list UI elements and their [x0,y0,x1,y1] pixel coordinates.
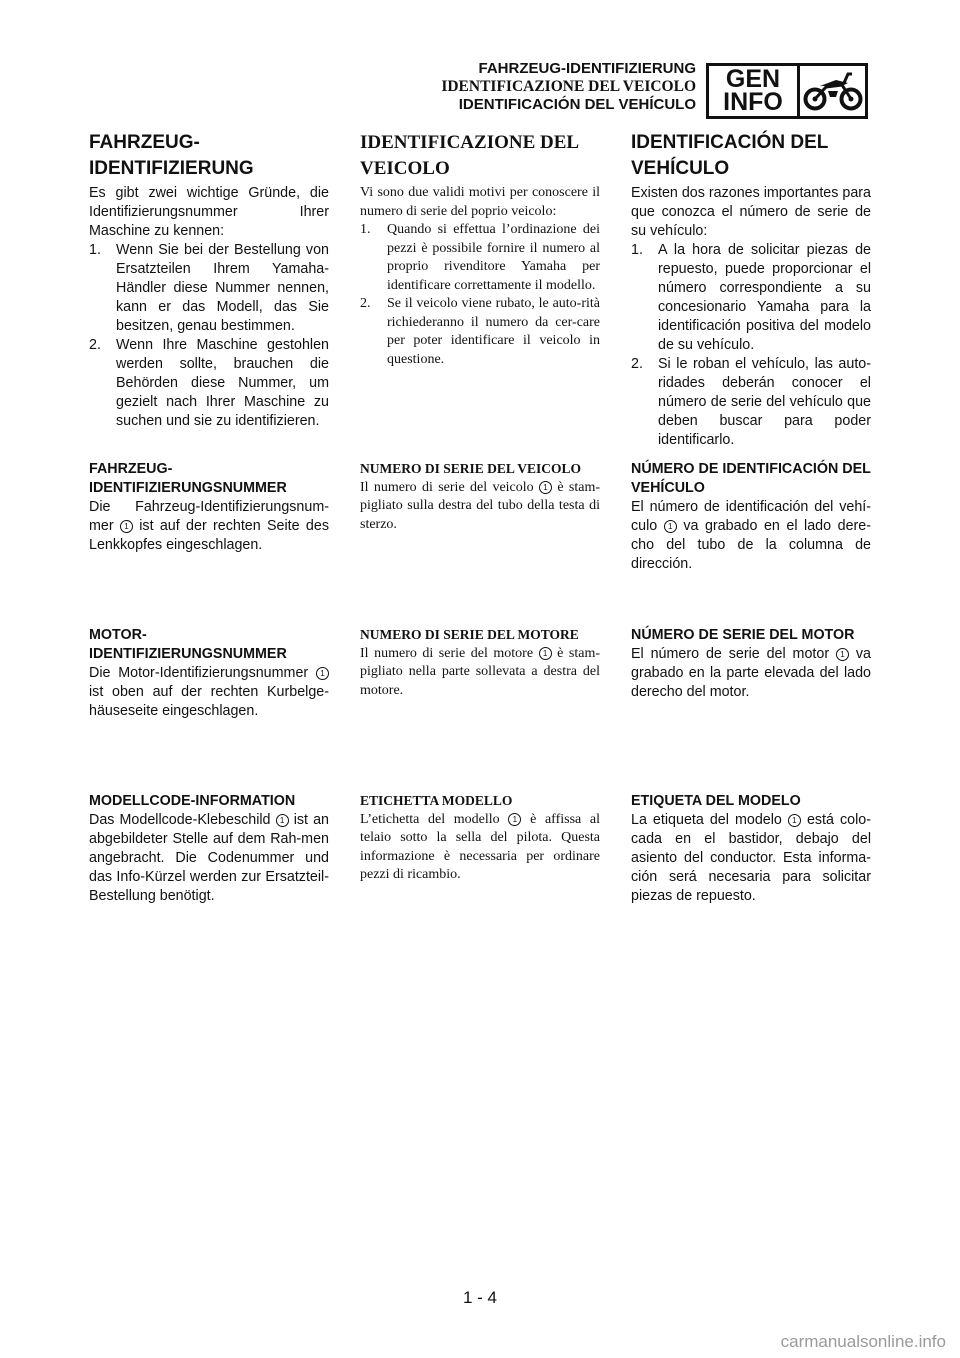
model-label-section-de [89,792,329,906]
section-title-it: IDENTIFICAZIONE DEL VEICOLO [360,132,579,179]
header-title-de: FAHRZEUG-IDENTIFIZIERUNG [478,60,696,77]
engine-id-section-es [631,626,871,702]
callout-1-icon: 1 [316,667,329,680]
vehicle-id-section-it [360,460,600,534]
reasons-list-de [89,241,329,431]
intro-de: Es gibt zwei wichtige Gründe, die Identifizierungsnummer Ihrer Maschine zu kennen: [89,185,329,239]
text-part: ist an abgebildeter Stelle auf dem Rah-men angebracht. Die Codenummer und das Info-Kürzel werden zur Ersatzteil-Bestellung benötigt. [89,812,329,904]
subsection-title: ETIQUETA DEL MODELO [631,793,801,809]
reasons-list-es [631,241,871,450]
column-italian [360,130,601,882]
callout-1-icon: 1 [276,814,289,827]
text-part: va grabado en la parte elevada del lado derecho del motor. [631,646,871,700]
list-item-number: 2. [631,356,643,372]
subsection-title: NUMERO DI SERIE DEL MOTORE [360,627,579,642]
text-part: está colo-cada en el bastidor, debajo del asiento del conductor. Esta informa-ción será necesaria para solicitar piezas de repuesto. [631,812,871,904]
text-part: è stam-pigliato nella parte sollevata a destra del motore. [360,645,601,698]
list-item-text: Wenn Sie bei der Bestellung von Ersatzteilen Ihrem Yamaha-Händler diese Nummer nennen, kann er das Modell, das Sie besitzen, genau bestimmen. [116,242,329,334]
subsection-title: NÚMERO DE IDENTIFICACIÓN DEL VEHÍCULO [631,461,871,496]
intro-it: Vi sono due validi motivi per conoscere il numero di serie del poprio veicolo: [360,185,600,219]
subsection-text [89,811,329,906]
model-label-section-es [631,792,871,906]
model-label-section-it [360,792,600,885]
subsection-text [360,811,600,885]
subsection-title: FAHRZEUG-IDENTIFIZIERUNGSNUMMER [89,461,287,496]
callout-1-icon: 1 [508,813,521,826]
list-item-text: A la hora de solicitar piezas de repuesto, puede proporcionar el número correspondiente a su concesionario Yamaha para la identificación positiva del modelo de su vehículo. [658,242,871,353]
badge-label-top: GEN [725,65,781,93]
callout-1-icon: 1 [836,648,849,661]
callout-1-icon: 1 [539,481,552,494]
callout-1-icon: 1 [664,520,677,533]
text-part: L’etichetta del modello [360,811,500,827]
header-titles [441,60,696,114]
header-title-it: IDENTIFICAZIONE DEL VEICOLO [441,78,696,95]
subsection-text [89,498,329,555]
subsection-title: ETICHETTA MODELLO [360,793,513,808]
subsection-title: NÚMERO DE SERIE DEL MOTOR [631,627,855,643]
list-item-number: 1. [89,242,101,258]
text-part: Il numero di serie del motore [360,645,534,661]
engine-id-section-it [360,626,600,700]
list-item [360,221,600,295]
list-item [631,241,871,355]
list-item [89,241,329,336]
list-item-text: Quando si effettua l’ordinazione dei pezzi è possibile fornire il numero al proprio rivenditore Yamaha per identificare correttamente il modello. [387,222,600,293]
subsection-text [89,664,329,721]
text-part: ist oben auf der rechten Kurbelge-häuseseite eingeschlagen. [89,684,329,719]
subsection-title: NUMERO DI SERIE DEL VEICOLO [360,461,582,476]
subsection-title: MOTOR-IDENTIFIZIERUNGSNUMMER [89,627,287,662]
text-part: El número de identificación del vehí-culo [631,499,871,534]
subsection-text [360,479,600,535]
column-spanish [631,130,871,904]
text-part: El número de serie del motor [631,646,830,662]
vehicle-id-section-es [631,460,871,574]
intro-es: Existen dos razones importantes para que conozca el número de serie de su vehículo: [631,185,871,239]
subsection-text [360,645,600,701]
text-part: è stam-pigliato sulla destra del tubo della testa di sterzo. [360,479,601,532]
callout-1-icon: 1 [788,814,801,827]
badge-label-bottom: INFO [723,88,783,116]
list-item-number: 1. [360,222,371,237]
subsection-text [631,811,871,906]
section-title-de: FAHRZEUG-IDENTIFIZIERUNG [89,132,254,179]
motorcycle-icon [800,66,865,116]
text-part: ist auf der rechten Seite des Lenkkopfes eingeschlagen. [89,518,329,553]
gen-info-badge [706,63,868,119]
vehicle-id-section-de [89,460,329,555]
footer-watermark: carmanualsonline.info [780,1332,946,1351]
list-item [360,295,600,369]
text-part: va grabado en el lado dere-cho del tubo de la columna de dirección. [631,518,871,572]
page-number: 1 - 4 [462,1288,498,1307]
subsection-title: MODELLCODE-INFORMATION [89,793,296,809]
list-item-text: Se il veicolo viene rubato, le auto-rità richiederanno il numero da cer-care per poter identificare il veicolo in questione. [387,296,600,367]
list-item [89,336,329,431]
engine-id-section-de [89,626,329,721]
text-part: Die Motor-Identifizierungsnummer [89,665,309,681]
list-item-number: 2. [89,337,101,353]
list-item-text: Wenn Ihre Maschine gestohlen werden sollte, brauchen die Behörden diese Nummer, um gezielt nach Ihrer Maschine zu suchen und sie zu identifizieren. [116,337,329,429]
section-title-es: IDENTIFICACIÓN DEL VEHÍCULO [631,132,829,179]
header-title-es: IDENTIFICACIÓN DEL VEHÍCULO [458,96,696,113]
list-item-number: 2. [360,296,371,311]
list-item [631,355,871,450]
column-german [89,130,329,904]
callout-1-icon: 1 [120,520,133,533]
reasons-list-it [360,221,600,369]
text-part: Das Modellcode-Klebeschild [89,812,271,828]
subsection-text [631,498,871,574]
list-item-text: Si le roban el vehículo, las auto-ridades deberán conocer el número de serie del vehículo que deben buscar para poder identificarlo. [658,356,871,448]
text-part: è affissa al telaio sotto la sella del pilota. Questa informazione è necessaria per ordinare pezzi di ricambio. [360,811,601,882]
list-item-number: 1. [631,242,643,258]
subsection-text [631,645,871,702]
text-part: Die Fahrzeug-Identifizierungsnum-mer [89,499,329,534]
text-part: La etiqueta del modelo [631,812,782,828]
text-part: Il numero di serie del veicolo [360,479,534,495]
badge-label [709,66,800,116]
callout-1-icon: 1 [539,647,552,660]
